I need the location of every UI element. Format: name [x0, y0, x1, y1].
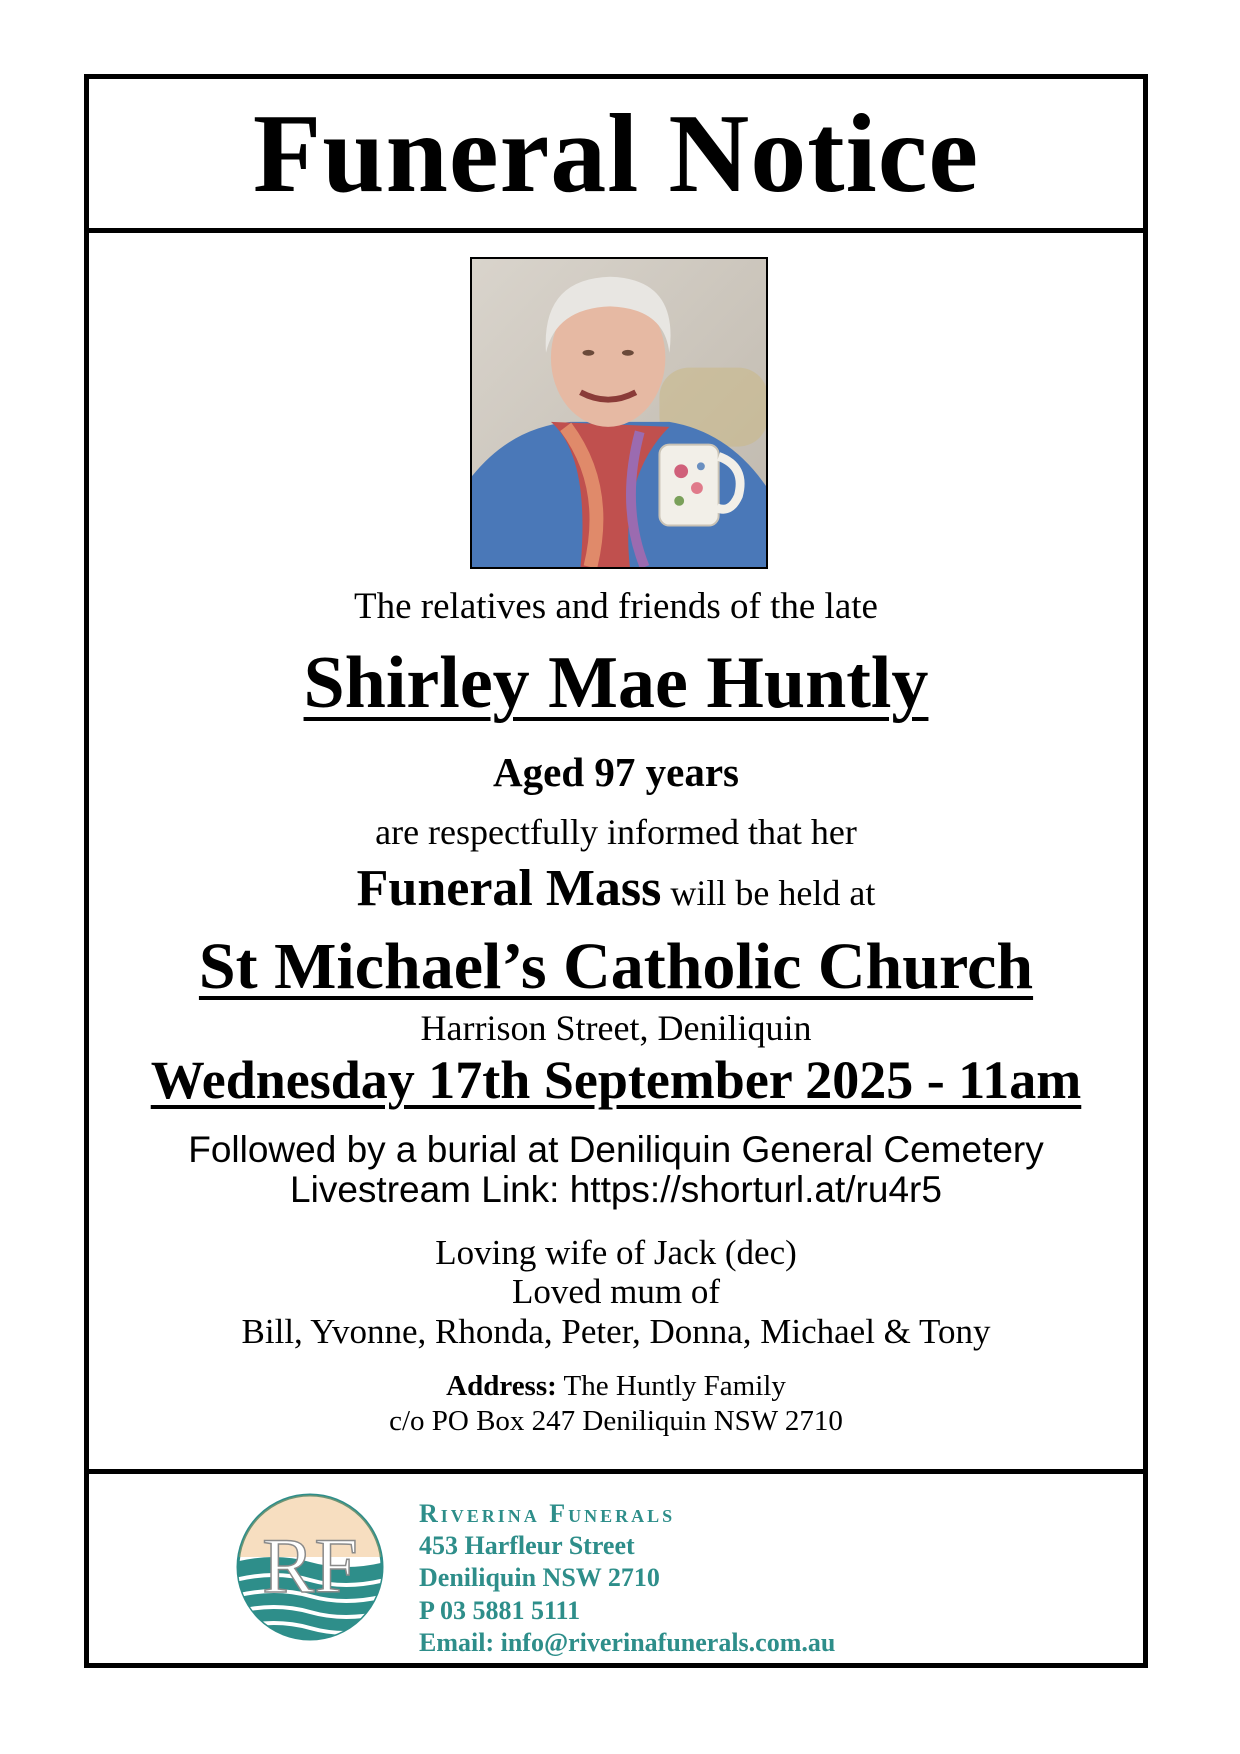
- venue-street: Harrison Street, Deniliquin: [420, 1008, 812, 1048]
- informed-text: are respectfully informed that her: [375, 812, 857, 852]
- service-datetime: Wednesday 17th September 2025 - 11am: [150, 1050, 1082, 1110]
- age-text: Aged 97 years: [493, 749, 739, 795]
- wife-text: Loving wife of Jack (dec): [435, 1233, 797, 1272]
- firm-name: Riverina Funerals: [419, 1499, 676, 1528]
- firm-town: Deniliquin NSW 2710: [419, 1563, 660, 1593]
- notice-header: [89, 79, 1143, 233]
- service-type: Funeral Mass: [356, 860, 662, 917]
- address-label: Address:: [446, 1370, 557, 1402]
- address-po: c/o PO Box 247 Deniliquin NSW 2710: [389, 1405, 843, 1437]
- notice-frame: [84, 74, 1148, 1668]
- mum-text: Loved mum of: [511, 1272, 721, 1311]
- firm-email[interactable]: Email: info@riverinafunerals.com.au: [419, 1627, 836, 1657]
- deceased-name: Shirley Mae Huntly: [303, 642, 929, 724]
- burial-text: Followed by a burial at Deniliquin General Cemetery: [188, 1129, 1044, 1170]
- page-title: Funeral Notice: [252, 91, 980, 216]
- funeral-home-footer: [89, 1469, 1143, 1663]
- service-suffix: will be held at: [670, 873, 876, 913]
- logo-monogram: RF: [262, 1522, 358, 1609]
- address-line: [89, 1370, 1143, 1403]
- service-line: [89, 859, 1143, 918]
- riverina-logo-icon: [235, 1492, 385, 1642]
- venue-name: St Michael’s Catholic Church: [198, 930, 1034, 1003]
- intro-text: The relatives and friends of the late: [354, 586, 878, 627]
- firm-phone[interactable]: P 03 5881 5111: [419, 1595, 581, 1625]
- address-value: The Huntly Family: [563, 1370, 786, 1402]
- portrait-photo: [470, 257, 768, 569]
- children-list: Bill, Yvonne, Rhonda, Peter, Donna, Michael & Tony: [241, 1312, 991, 1351]
- livestream-link[interactable]: Livestream Link: https://shorturl.at/ru4r5: [290, 1169, 942, 1210]
- firm-details: [419, 1498, 835, 1658]
- firm-street: 453 Harfleur Street: [419, 1531, 635, 1561]
